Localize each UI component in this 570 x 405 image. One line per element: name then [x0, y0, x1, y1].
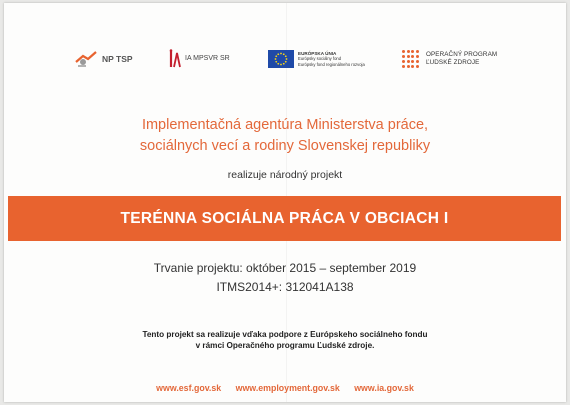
support-line2: v rámci Operačného programu Ľudské zdroje.	[195, 341, 375, 350]
op-logo	[402, 43, 497, 75]
eu-line2: Európsky fond regionálneho rozvoja	[298, 61, 365, 67]
ia-label: IA MPSVR SR	[185, 55, 230, 62]
realizuje-text: realizuje národný projekt	[227, 169, 343, 181]
eu-logo	[268, 43, 365, 75]
link-ia[interactable]: www.ia.gov.sk	[354, 383, 414, 393]
nptsp-logo	[74, 43, 133, 75]
ia-logo	[167, 43, 230, 75]
nptsp-label: NP TSP	[102, 54, 133, 64]
certificate-sheet	[4, 3, 566, 402]
op-text	[426, 51, 497, 67]
eu-line1: Európsky sociálny fond	[298, 56, 342, 62]
itms-code: ITMS2014+: 312041A138	[216, 280, 354, 294]
eu-text	[298, 51, 365, 67]
op-dots-icon	[402, 50, 420, 68]
logo-row	[4, 43, 566, 75]
agency-line1: Implementačná agentúra Ministerstva práce,	[141, 117, 429, 133]
op-line1: OPERAČNÝ PROGRAM	[426, 51, 498, 58]
agency-line2: sociálnych vecí a rodiny Slovenskej republiky	[139, 138, 431, 154]
project-title-band	[8, 196, 561, 241]
eu-flag-icon	[268, 50, 294, 68]
support-line1: Tento projekt sa realizuje vďaka podpore z Európskeho sociálneho fondu	[142, 330, 428, 339]
nptsp-icon	[74, 50, 98, 68]
eu-title: EURÓPSKA ÚNIA	[298, 51, 337, 57]
link-esf[interactable]: www.esf.gov.sk	[156, 383, 222, 393]
project-title: TERÉNNA SOCIÁLNA PRÁCA V OBCIACH I	[120, 209, 449, 227]
op-line2: ĽUDSKÉ ZDROJE	[426, 59, 480, 66]
support-statement	[4, 329, 566, 351]
project-duration: Trvanie projektu: október 2015 – september 2019	[153, 261, 417, 275]
footer-links	[4, 383, 566, 393]
ia-mpsvr-icon	[167, 49, 181, 69]
link-employment[interactable]: www.employment.gov.sk	[235, 383, 340, 393]
agency-name	[4, 115, 566, 157]
